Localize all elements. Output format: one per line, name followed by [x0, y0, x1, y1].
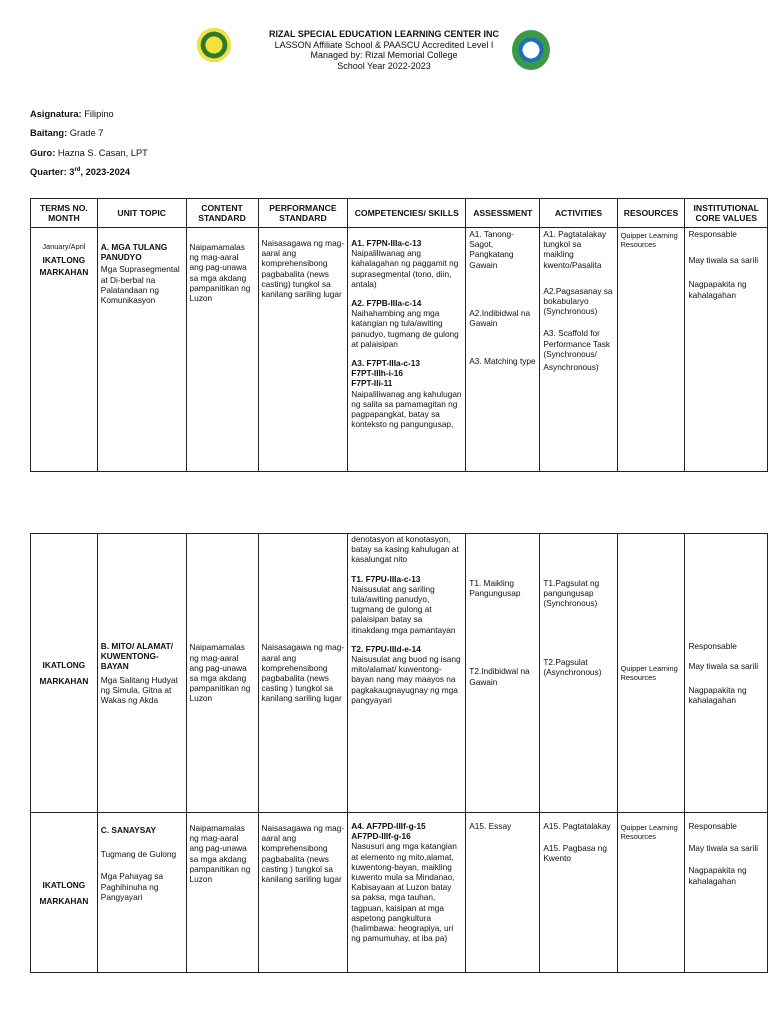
topic-sub: Mga Pahayag sa Paghihinuha ng Pangyayari	[100, 871, 164, 902]
topic-title-text: MGA TULANG PANUDYO	[100, 242, 168, 263]
managed-by: Managed by: Rizal Memorial College	[310, 50, 458, 60]
quarter-year: , 2023-2024	[80, 167, 131, 178]
term-cell: IKATLONG MARKAHAN	[31, 813, 98, 973]
resources-cell: Quipper Learning Resources	[617, 228, 685, 472]
comp-text: denotasyon at konotasyon, batay sa kasing kahulugan at kasalungat nito	[351, 534, 459, 565]
comp-code: A4. AF7PD-IIIf-g-15	[351, 821, 426, 831]
competencies-cell	[348, 534, 466, 813]
teacher-line	[30, 148, 148, 158]
comp-code: A2. F7PB-IIIa-c-14	[351, 298, 422, 309]
activities-cell	[540, 813, 617, 973]
curriculum-table-2	[30, 533, 768, 973]
header-row	[31, 199, 768, 228]
assessment-item: A3. Matching type	[469, 356, 536, 367]
school-name: RIZAL SPECIAL EDUCATION LEARNING CENTER INC	[268, 29, 499, 39]
topic-letter: A.	[100, 242, 110, 252]
topic-sub: Mga Suprasegmental at Di-berbal na Palatandaan ng Komunikasyon	[100, 264, 180, 306]
comp-code: F7PT-IIIh-i-16	[351, 368, 403, 379]
assessment-item: T2.Indibidwal na Gawain	[469, 666, 530, 687]
table-row	[31, 813, 768, 973]
grade-value: Grade 7	[69, 128, 104, 138]
subject-label: Asignatura:	[30, 109, 82, 119]
activity-item: A3. Scaffold for Performance Task (Synchronous/	[543, 328, 611, 359]
month: January/April	[42, 242, 86, 251]
core-value: Responsable	[688, 640, 737, 651]
col-assessment: ASSESSMENT	[466, 199, 540, 228]
unit-topic-cell	[97, 228, 186, 472]
quarter-sup: rd	[74, 167, 81, 173]
activity-item: A2.Pagsasanay sa bokabularyo (Synchronous)	[543, 285, 613, 317]
activity-item: T2.Pagsulat (Asynchronous)	[543, 656, 602, 677]
core-value: May tiwala sa sarili	[688, 843, 759, 854]
resources-cell: Quipper Learning Resources	[617, 813, 685, 973]
activity-item: A15. Pagbasa ng Kwento	[543, 843, 608, 864]
comp-text: Naisusulat ang buod ng isang mito/alamat/ kuwentong-bayan nang may maayos na pagkakaugnayugnay ng mga pangyayari	[351, 654, 461, 705]
assessment-cell: A15. Essay	[466, 813, 540, 973]
assessment-item: T1. Maikling Pangungusap	[469, 578, 521, 599]
comp-text: Nasusuri ang mga katangian at elemento ng mito,alamat, kuwentong-bayan, maikling kuwento mula sa Mindanao, Kabisayaan at Luzon batay sa paksa, mga tauhan, tagpuan, kaisipan at mga aspetong pangkultura (halimbawa: heograpiya, uri ng pamumuhay, at iba pa)	[351, 841, 457, 944]
unit-topic-cell	[97, 534, 186, 813]
curriculum-table-1	[30, 198, 768, 472]
core-values-cell	[685, 228, 768, 472]
quarter-line	[30, 167, 130, 177]
assessment-cell	[466, 534, 540, 813]
assessment-cell	[466, 228, 540, 472]
topic-title-text: MITO/ ALAMAT/ KUWENTONG-BAYAN	[100, 640, 174, 672]
topic-title	[101, 641, 183, 672]
content-standard-cell: Naipamamalas ng mag-aaral ang pag-unawa sa mga akdang pampanitikan ng Luzon	[186, 534, 258, 813]
core-value: May tiwala sa sarili	[688, 255, 759, 266]
topic-title	[101, 242, 183, 262]
unit-topic-cell	[97, 813, 186, 973]
assessment-item: A2.Indibidwal na Gawain	[469, 307, 531, 329]
comp-code: A3. F7PT-IIIa-c-13	[351, 358, 421, 369]
activities-cell	[540, 534, 617, 813]
content-standard-cell: Naipamamalas ng mag-aaral ang pag-unawa sa mga akdang pampanitikan ng Luzon	[186, 228, 258, 472]
topic-sub: Mga Salitang Hudyat ng Simula, Gitna at Wakas ng Akda	[100, 674, 178, 705]
performance-standard-cell: Naisasagawa ng mag-aaral ang komprehensibong pagbabalita (news casting ) tungkol sa kanilang sariling lugar	[258, 813, 348, 973]
activity-item: A15. Pagtatalakay	[543, 821, 611, 831]
core-value: May tiwala sa sarili	[688, 660, 759, 671]
competencies-cell	[348, 813, 466, 973]
core-value: Responsable	[688, 229, 737, 239]
topic-title-text: SANAYSAY	[111, 825, 157, 835]
activity-item: Asynchronous)	[543, 362, 599, 373]
core-values-cell	[685, 813, 768, 973]
content-standard-cell: Naipamamalas ng mag-aaral ang pag-unawa sa mga akdang pampanitikan ng Luzon	[186, 813, 258, 973]
table-row	[31, 534, 768, 813]
col-unit-topic: UNIT TOPIC	[97, 199, 186, 228]
grade-line	[30, 128, 103, 138]
teacher-label: Guro:	[30, 148, 56, 158]
term-cell	[31, 228, 98, 472]
subject-value: Filipino	[84, 109, 114, 119]
col-content-standard: CONTENT STANDARD	[186, 199, 258, 228]
document-header	[0, 29, 768, 71]
comp-text: Naipaliliwanag ang kahulugan ng salita sa pamamagitan ng pagpapangkat, batay sa konteksto ng pangungusap,	[351, 388, 462, 430]
performance-standard-cell: Naisasagawa ng mag-aaral ang komprehensibong pagbabalita (news casting ) tungkol sa kanilang sariling lugar	[258, 534, 348, 813]
grade-label: Baitang:	[30, 128, 68, 138]
quarter-label: Quarter:	[30, 167, 67, 178]
term: IKATLONG MARKAHAN	[39, 255, 89, 277]
topic-sub: Tugmang de Gulong	[100, 849, 177, 860]
comp-text: Naihahambing ang mga katangian ng tula/awiting panudyo, tugmang de gulong at palaisipan	[351, 308, 459, 349]
activities-cell	[540, 228, 617, 472]
resources-cell: Quipper Learning Resources	[617, 534, 685, 813]
core-value: Nagpapakita ng kahalagahan	[688, 865, 747, 886]
comp-text: Naisusulat ang sariling tula/awiting panudyo, tugmang de gulong at palaisipan batay sa itinakdang mga pamantayan	[351, 583, 456, 635]
col-performance-standard: PERFORMANCE STANDARD	[258, 199, 348, 228]
term-cell: IKATLONG MARKAHAN	[31, 534, 98, 813]
table-row	[31, 228, 768, 472]
comp-code: AF7PD-IIIf-g-16	[351, 831, 411, 842]
comp-code: T1. F7PU-IIIa-c-13	[351, 573, 421, 584]
topic-title	[101, 825, 183, 835]
core-value: Nagpapakita ng kahalagahan	[688, 279, 747, 300]
affiliation: LASSON Affiliate School & PAASCU Accredited Level I	[274, 39, 494, 50]
col-competencies: COMPETENCIES/ SKILLS	[348, 199, 466, 228]
col-resources: RESOURCES	[617, 199, 685, 228]
topic-letter: C.	[100, 825, 110, 835]
activity-item: T1.Pagsulat ng pangungusap (Synchronous)	[543, 578, 600, 609]
comp-text: Naipaliliwanag ang kahalagahan ng paggamit ng suprasegmental (tono, diin, antala)	[351, 248, 459, 289]
comp-code: F7PT-IIi-11	[351, 378, 393, 389]
subject-line	[30, 109, 114, 119]
col-terms: TERMS NO. MONTH	[31, 199, 98, 228]
col-core-values: INSTITUTIONAL CORE VALUES	[685, 199, 768, 228]
col-activities: ACTIVITIES	[540, 199, 617, 228]
core-values-cell	[685, 534, 768, 813]
school-year: School Year 2022-2023	[337, 60, 431, 71]
comp-code: A1. F7PN-IIIa-c-13	[351, 238, 422, 248]
quarter-num: 3	[69, 167, 75, 178]
assessment-item: A1. Tanong-Sagot, Pangkatang Gawain	[469, 229, 514, 270]
activity-item: A1. Pagtatalakay tungkol sa maikling kwento/Pasalita	[543, 229, 607, 270]
core-value: Responsable	[688, 821, 737, 831]
performance-standard-cell: Naisasagawa ng mag-aaral ang komprehensibong pagbabalita (news casting) tungkol sa kanilang sariling lugar	[258, 228, 348, 472]
topic-letter: B.	[100, 640, 110, 651]
teacher-value: Hazna S. Casan, LPT	[57, 148, 148, 158]
core-value: Nagpapakita ng kahalagahan	[688, 685, 747, 706]
competencies-cell	[348, 228, 466, 472]
comp-code: T2. F7PU-IIId-e-14	[351, 643, 421, 654]
